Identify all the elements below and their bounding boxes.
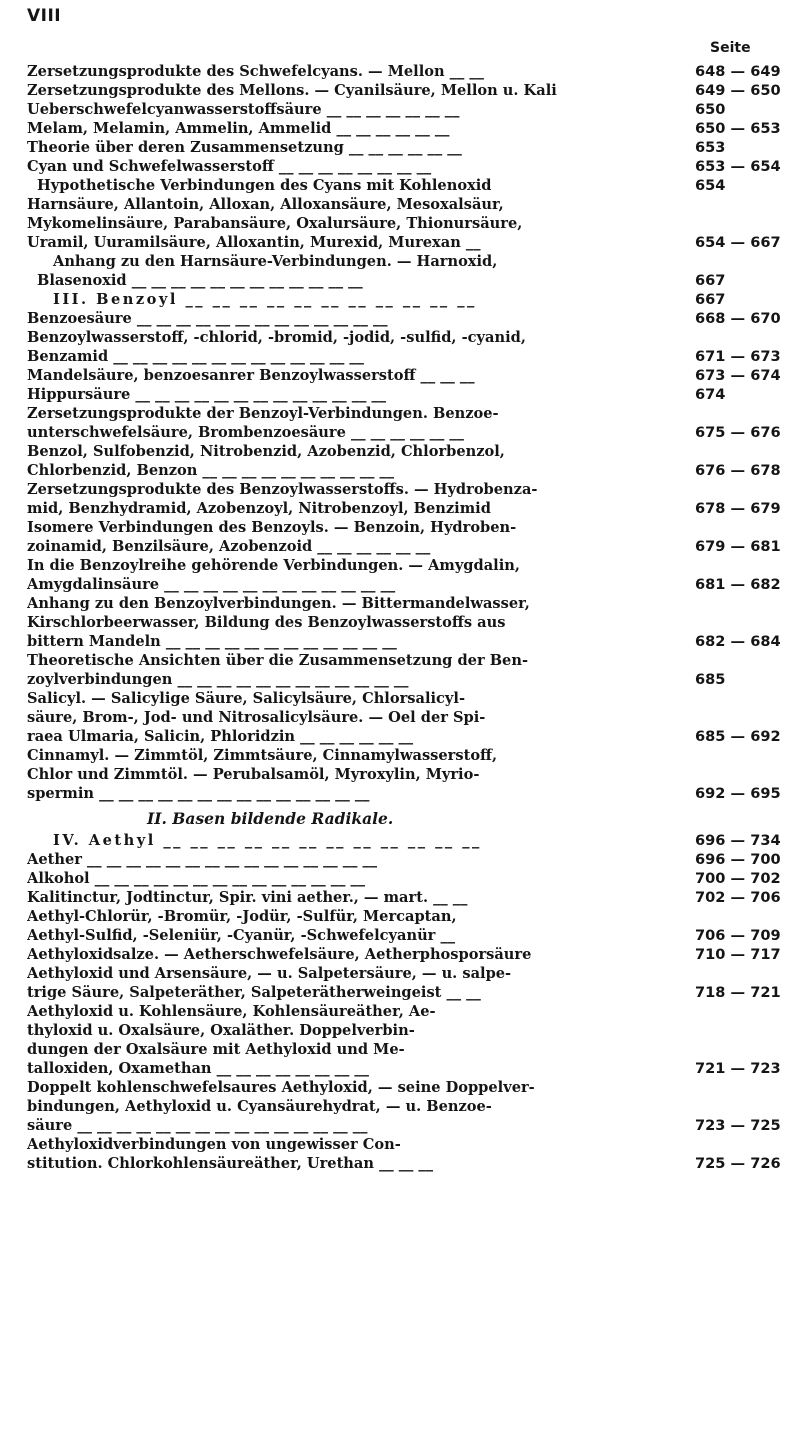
- toc-entry-pages: 725 — 726: [695, 1155, 781, 1172]
- toc-entry: [27, 689, 785, 746]
- toc-entry-pages: 706 — 709: [695, 927, 781, 944]
- page-number: VIII: [27, 6, 62, 26]
- toc-entry-line: IV. Aethyl __ __ __ __ __ __ __ __ __ __ __ __: [53, 832, 482, 849]
- toc-entry: [27, 1135, 785, 1173]
- toc-entry-line: Benzol, Sulfobenzid, Nitrobenzid, Azobenzid, Chlorbenzol,: [27, 443, 505, 460]
- toc-entry-line: bittern Mandeln __ __ __ __ __ __ __ __ __ __ __ __: [27, 633, 397, 650]
- toc-entry-pages: 682 — 684: [695, 633, 781, 650]
- toc-entry-text: [27, 888, 685, 907]
- toc-entry-text: [27, 1078, 685, 1135]
- toc-entry-pages: 685: [695, 671, 726, 688]
- toc-entry: [27, 404, 785, 442]
- toc-entry-text: [27, 850, 685, 869]
- toc-entry-line: Zersetzungsprodukte des Mellons. — Cyanilsäure, Mellon u. Kali: [27, 82, 557, 99]
- toc-entry-text: [27, 964, 685, 1002]
- toc-entry-pages: 696 — 734: [695, 832, 781, 849]
- toc-entry: [27, 869, 785, 888]
- toc-entry-line: Aethyloxid und Arsensäure, — u. Salpetersäure, — u. salpe-: [27, 965, 512, 982]
- toc-entry-text: [27, 252, 685, 290]
- toc-entry-pages: 650 — 653: [695, 120, 781, 137]
- toc-entry-line: mid, Benzhydramid, Azobenzoyl, Nitrobenzoyl, Benzimid: [27, 500, 491, 517]
- toc-entry: [27, 100, 785, 119]
- page-column-header: Seite: [710, 40, 751, 56]
- toc-entry: [27, 157, 785, 176]
- toc-entry-line: Chlor und Zimmtöl. — Perubalsamöl, Myroxylin, Myrio-: [27, 766, 480, 783]
- toc-entry-text: [27, 1135, 685, 1173]
- toc-entry-line: Kirschlorbeerwasser, Bildung des Benzoylwasserstoffs aus: [27, 614, 506, 631]
- toc-entry-pages: 700 — 702: [695, 870, 781, 887]
- toc-entry-line: Anhang zu den Benzoylverbindungen. — Bittermandelwasser,: [27, 595, 530, 612]
- toc-entry-pages: 654: [695, 177, 726, 194]
- toc-entry-text: [27, 290, 685, 309]
- toc-entry-pages: 667: [695, 272, 726, 289]
- toc-entry-pages: 685 — 692: [695, 728, 781, 745]
- toc-entry-text: [27, 945, 685, 964]
- toc-entry-text: [27, 442, 685, 480]
- toc-entry-pages: 679 — 681: [695, 538, 781, 555]
- toc-entry-text: [27, 518, 685, 556]
- toc-entry-line: talloxiden, Oxamethan __ __ __ __ __ __ __ __: [27, 1060, 369, 1077]
- toc-entry: [27, 385, 785, 404]
- toc-entry-line: Benzamid __ __ __ __ __ __ __ __ __ __ __ __ __: [27, 348, 364, 365]
- toc-entry-text: [27, 62, 685, 81]
- toc-entry-text: [27, 309, 685, 328]
- toc-entry-line: zoylverbindungen __ __ __ __ __ __ __ __ __ __ __ __: [27, 671, 409, 688]
- toc-entry: [27, 1002, 785, 1078]
- toc-entry: [27, 176, 785, 195]
- toc-entry-text: [27, 100, 685, 119]
- toc-entry-line: Zersetzungsprodukte des Benzoylwasserstoffs. — Hydrobenza-: [27, 481, 538, 498]
- toc-entry: [27, 1078, 785, 1135]
- toc-entry-line: Alkohol __ __ __ __ __ __ __ __ __ __ __ __ __ __: [27, 870, 366, 887]
- toc-entry-text: [27, 869, 685, 888]
- toc-entry-text: [27, 195, 685, 252]
- toc-entry-text: [27, 404, 685, 442]
- toc-entry-line: Theorie über deren Zusammensetzung __ __ __ __ __ __: [27, 139, 462, 156]
- toc-entry-pages: 718 — 721: [695, 984, 781, 1001]
- toc-entry-pages: 696 — 700: [695, 851, 781, 868]
- toc-entry: [27, 907, 785, 945]
- toc-entry-pages: 675 — 676: [695, 424, 781, 441]
- toc-entry-pages: 667: [695, 291, 726, 308]
- toc-entry-pages: 654 — 667: [695, 234, 781, 251]
- toc-entry-line: Aethyloxidverbindungen von ungewisser Con-: [27, 1136, 401, 1153]
- toc-entry-text: [27, 831, 685, 850]
- toc-entry-pages: 650: [695, 101, 726, 118]
- toc-entry: [27, 309, 785, 328]
- toc-entry: [27, 62, 785, 81]
- toc-entry: [27, 888, 785, 907]
- toc-entry-pages: 723 — 725: [695, 1117, 781, 1134]
- toc-entry-line: Mykomelinsäure, Parabansäure, Oxalursäure, Thionursäure,: [27, 215, 523, 232]
- toc-entry: [27, 831, 785, 850]
- toc-entry-line: Zersetzungsprodukte des Schwefelcyans. — Mellon __ __: [27, 63, 484, 80]
- toc-entry-line: Benzoesäure __ __ __ __ __ __ __ __ __ __ __ __ __: [27, 310, 388, 327]
- toc-entry-line: spermin __ __ __ __ __ __ __ __ __ __ __ __ __ __: [27, 785, 370, 802]
- toc-entry-line: Cinnamyl. — Zimmtöl, Zimmtsäure, Cinnamylwasserstoff,: [27, 747, 498, 764]
- toc-entry-pages: 671 — 673: [695, 348, 781, 365]
- toc-entry: [27, 81, 785, 100]
- toc-entry: [27, 518, 785, 556]
- toc-entry-line: bindungen, Aethyloxid u. Cyansäurehydrat, — u. Benzoe-: [27, 1098, 492, 1115]
- toc-entry-line: Aethyl-Sulfid, -Seleniür, -Cyanür, -Schwefelcyanür __: [27, 927, 456, 944]
- toc-part-2: [27, 831, 785, 1173]
- toc-entry: [27, 195, 785, 252]
- toc-entry-line: Amygdalinsäure __ __ __ __ __ __ __ __ __ __ __ __: [27, 576, 396, 593]
- toc-entry: [27, 964, 785, 1002]
- toc-entry-line: Isomere Verbindungen des Benzoyls. — Benzoin, Hydroben-: [27, 519, 517, 536]
- toc-entry-line: Aethyloxid u. Kohlensäure, Kohlensäureäther, Ae-: [27, 1003, 436, 1020]
- toc-entry-text: [27, 689, 685, 746]
- toc-entry-pages: 673 — 674: [695, 367, 781, 384]
- toc-entry-pages: 702 — 706: [695, 889, 781, 906]
- toc-entry-line: Aethyl-Chlorür, -Bromür, -Jodür, -Sulfür, Mercaptan,: [27, 908, 457, 925]
- toc-entry: [27, 119, 785, 138]
- toc-entry-text: [27, 746, 685, 803]
- toc-entry-line: säure, Brom-, Jod- und Nitrosalicylsäure. — Oel der Spi-: [27, 709, 486, 726]
- toc-entry-line: Aether __ __ __ __ __ __ __ __ __ __ __ __ __ __ __: [27, 851, 378, 868]
- toc-entry: [27, 594, 785, 651]
- toc-entry-pages: 648 — 649: [695, 63, 781, 80]
- toc-entry-text: [27, 138, 685, 157]
- toc-entry: [27, 945, 785, 964]
- toc-entry-pages: 692 — 695: [695, 785, 781, 802]
- toc-entry-pages: 649 — 650: [695, 82, 781, 99]
- toc-entry-line: Doppelt kohlenschwefelsaures Aethyloxid, — seine Doppelver-: [27, 1079, 535, 1096]
- toc-entry-line: Aethyloxidsalze. — Aetherschwefelsäure, Aetherphosporsäure: [27, 946, 532, 963]
- toc-entry: [27, 556, 785, 594]
- toc-entry-text: [27, 1002, 685, 1078]
- toc-entry-line: Hippursäure __ __ __ __ __ __ __ __ __ __ __ __ __: [27, 386, 387, 403]
- toc-entry-pages: 678 — 679: [695, 500, 781, 517]
- toc-entry-line: stitution. Chlorkohlensäureäther, Urethan __ __ __: [27, 1155, 434, 1172]
- toc-entry: [27, 442, 785, 480]
- toc-entry-pages: 721 — 723: [695, 1060, 781, 1077]
- toc-entry-line: Cyan und Schwefelwasserstoff __ __ __ __ __ __ __ __: [27, 158, 432, 175]
- toc-entry-text: [27, 81, 685, 100]
- toc-entry-line: dungen der Oxalsäure mit Aethyloxid und Me-: [27, 1041, 405, 1058]
- toc-entry: [27, 366, 785, 385]
- toc-entry-line: Blasenoxid __ __ __ __ __ __ __ __ __ __ __ __: [37, 272, 363, 289]
- toc-entry-line: thyloxid u. Oxalsäure, Oxaläther. Doppelverbin-: [27, 1022, 415, 1039]
- section-heading: II. Basen bildende Radikale.: [147, 809, 394, 828]
- toc-entry-text: [27, 176, 685, 195]
- toc-entry-pages: 674: [695, 386, 726, 403]
- toc-entry-line: trige Säure, Salpeteräther, Salpeterätherweingeist __ __: [27, 984, 481, 1001]
- toc-entry-pages: 710 — 717: [695, 946, 781, 963]
- toc-entry-line: Melam, Melamin, Ammelin, Ammelid __ __ __ __ __ __: [27, 120, 450, 137]
- toc-entry-line: In die Benzoylreihe gehörende Verbindungen. — Amygdalin,: [27, 557, 520, 574]
- toc-entry-line: Mandelsäure, benzoesanrer Benzoylwasserstoff __ __ __: [27, 367, 475, 384]
- toc-entry-text: [27, 157, 685, 176]
- toc-entry-line: raea Ulmaria, Salicin, Phloridzin __ __ __ __ __ __: [27, 728, 414, 745]
- toc-entry-text: [27, 119, 685, 138]
- toc-entry-text: [27, 594, 685, 651]
- toc-entry-pages: 668 — 670: [695, 310, 781, 327]
- toc-entry: [27, 328, 785, 366]
- toc-entry-pages: 676 — 678: [695, 462, 781, 479]
- toc-entry-line: Chlorbenzid, Benzon __ __ __ __ __ __ __ __ __ __: [27, 462, 395, 479]
- toc-entry-line: Kalitinctur, Jodtinctur, Spir. vini aether., — mart. __ __: [27, 889, 468, 906]
- toc-entry-line: Harnsäure, Allantoin, Alloxan, Alloxansäure, Mesoxalsäur,: [27, 196, 504, 213]
- toc-entry-line: Theoretische Ansichten über die Zusammensetzung der Ben-: [27, 652, 529, 669]
- toc-entry: [27, 138, 785, 157]
- toc-entry-pages: 681 — 682: [695, 576, 781, 593]
- toc-entry-line: Anhang zu den Harnsäure-Verbindungen. — Harnoxid,: [53, 253, 498, 270]
- toc-entry-text: [27, 480, 685, 518]
- toc-entry: [27, 651, 785, 689]
- toc-entry-line: zoinamid, Benzilsäure, Azobenzoid __ __ __ __ __ __: [27, 538, 431, 555]
- toc-entry-text: [27, 328, 685, 366]
- toc-part-1: [27, 62, 785, 803]
- toc-entry: [27, 290, 785, 309]
- toc-entry: [27, 746, 785, 803]
- toc-entry-line: Benzoylwasserstoff, -chlorid, -bromid, -jodid, -sulfid, -cyanid,: [27, 329, 526, 346]
- toc-entry: [27, 252, 785, 290]
- toc-entry-line: Hypothetische Verbindungen des Cyans mit Kohlenoxid: [37, 177, 492, 194]
- toc-entry: [27, 850, 785, 869]
- toc-entry-line: III. Benzoyl __ __ __ __ __ __ __ __ __ __ __: [53, 291, 477, 308]
- toc-entry-text: [27, 385, 685, 404]
- toc-entry-text: [27, 556, 685, 594]
- toc-entry-pages: 653: [695, 139, 726, 156]
- toc-entry-line: Zersetzungsprodukte der Benzoyl-Verbindungen. Benzoe-: [27, 405, 499, 422]
- toc-entry-line: unterschwefelsäure, Brombenzoesäure __ __ __ __ __ __: [27, 424, 464, 441]
- toc-entry-text: [27, 651, 685, 689]
- toc-entry-pages: 653 — 654: [695, 158, 781, 175]
- toc-entry-text: [27, 366, 685, 385]
- toc-entry-text: [27, 907, 685, 945]
- table-of-contents: [27, 62, 785, 1173]
- toc-entry-line: säure __ __ __ __ __ __ __ __ __ __ __ __ __ __ __: [27, 1117, 368, 1134]
- toc-entry-line: Salicyl. — Salicylige Säure, Salicylsäure, Chlorsalicyl-: [27, 690, 466, 707]
- toc-entry-line: Uramil, Uuramilsäure, Alloxantin, Murexid, Murexan __: [27, 234, 481, 251]
- toc-entry-line: Ueberschwefelcyanwasserstoffsäure __ __ __ __ __ __ __: [27, 101, 460, 118]
- toc-entry: [27, 480, 785, 518]
